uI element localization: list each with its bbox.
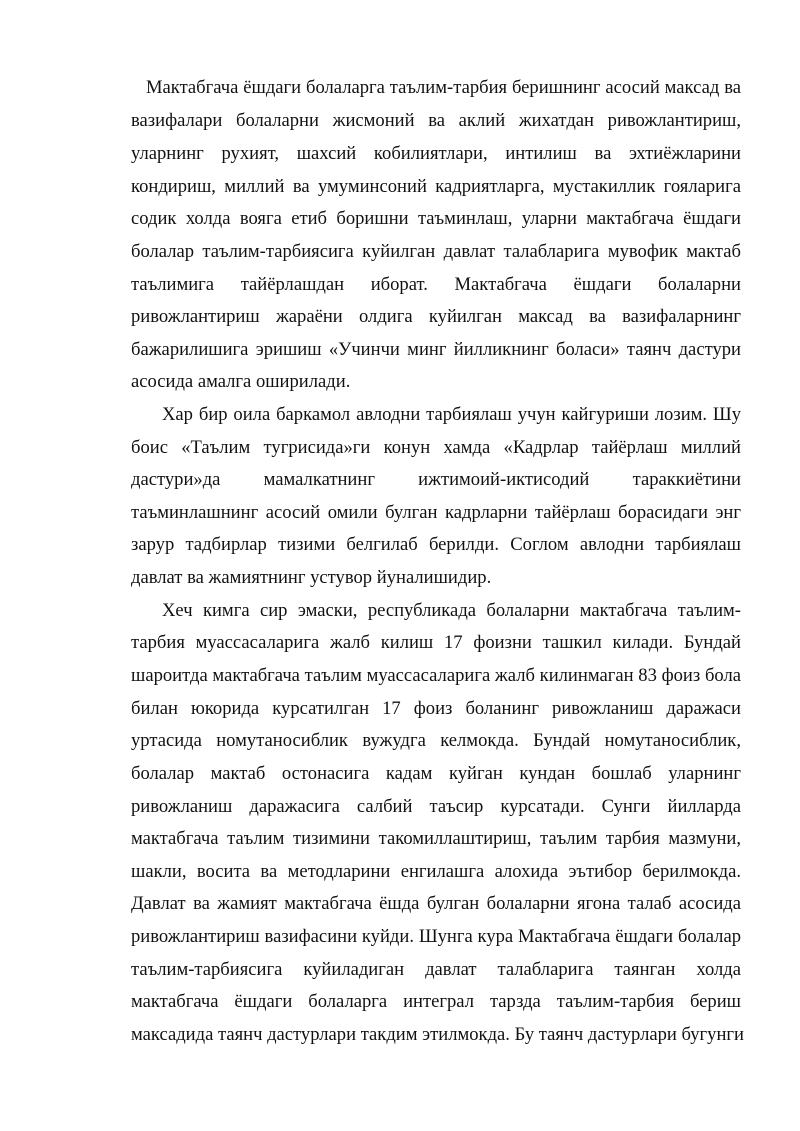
text-line: Мактабгача ёшдаги болаларга таълим-тарбия беришнинг асосий максад ва — [146, 77, 741, 98]
text-line: уларнинг рухият, шахсий кобилиятлари, интилиш ва эхтиёжларини — [131, 143, 741, 164]
text-line: Давлат ва жамият мактабгача ёшда булган болаларни ягона талаб асосида — [131, 893, 741, 914]
text-line: ривожлантириш вазифасини куйди. Шунга кура Мактабгача ёшдаги болалар — [131, 926, 741, 947]
text-line: ривожлантириш жараёни олдига куйилган максад ва вазифаларнинг — [131, 306, 741, 327]
text-line: болалар таълим-тарбиясига куйилган давлат талабларига мувофик мактаб — [131, 241, 741, 262]
text-line: содик холда вояга етиб боришни таъминлаш, уларни мактабгача ёшдаги — [131, 208, 741, 229]
text-line: ривожланиш даражасига салбий таъсир курсатади. Сунги йилларда — [131, 796, 741, 817]
text-line: Хеч кимга сир эмаски, республикада болаларни мактабгача таълим- — [162, 600, 741, 621]
text-line: давлат ва жамиятнинг устувор йуналишидир. — [131, 567, 492, 588]
text-line: кондириш, миллий ва умуминсоний кадриятларга, мустакиллик гояларига — [131, 176, 741, 197]
text-line: болалар мактаб остонасига кадам куйган кундан бошлаб уларнинг — [131, 763, 741, 784]
text-line: тарбия муассасаларига жалб килиш 17 фоизни ташкил килади. Бундай — [131, 632, 741, 653]
text-line: уртасида номутаносиблик вужудга келмокда. Бундай номутаносиблик, — [131, 730, 741, 751]
text-line: дастури»да мамалкатнинг ижтимоий-иктисодий тараккиётини — [131, 469, 741, 490]
text-line: таълим-тарбиясига куйиладиган давлат талабларига таянган холда — [131, 959, 741, 980]
text-line: боис «Таълим тугрисида»ги конун хамда «Кадрлар тайёрлаш миллий — [131, 437, 741, 458]
text-line: мактабгача ёшдаги болаларга интеграл тарзда таълим-тарбия бериш — [131, 991, 741, 1012]
text-line: таълимига тайёрлашдан иборат. Мактабгача ёшдаги болаларни — [131, 274, 741, 295]
text-line: асосида амалга оширилади. — [131, 371, 351, 392]
text-line: шароитда мактабгача таълим муассасаларига жалб килинмаган 83 фоиз бола — [131, 665, 741, 686]
text-line: зарур тадбирлар тизими белгилаб берилди. Соглом авлодни тарбиялаш — [131, 534, 741, 555]
text-line: билан юкорида курсатилган 17 фоиз боланинг ривожланиш даражаси — [131, 698, 741, 719]
text-line: максадида таянч дастурлари такдим этилмокда. Бу таянч дастурлари бугунги — [131, 1024, 744, 1045]
text-line: бажарилишига эришиш «Учинчи минг йилликнинг боласи» таянч дастури — [131, 339, 741, 360]
text-line: таъминлашнинг асосий омили булган кадрларни тайёрлаш борасидаги энг — [131, 502, 741, 523]
text-line: Хар бир оила баркамол авлодни тарбиялаш учун кайгуриши лозим. Шу — [162, 404, 741, 425]
text-line: вазифалари болаларни жисмоний ва аклий жихатдан ривожлантириш, — [131, 110, 741, 131]
text-line: шакли, восита ва методларини енгилашга алохида эътибор берилмокда. — [131, 861, 741, 882]
text-line: мактабгача таълим тизимини такомиллаштириш, таълим тарбия мазмуни, — [131, 828, 741, 849]
